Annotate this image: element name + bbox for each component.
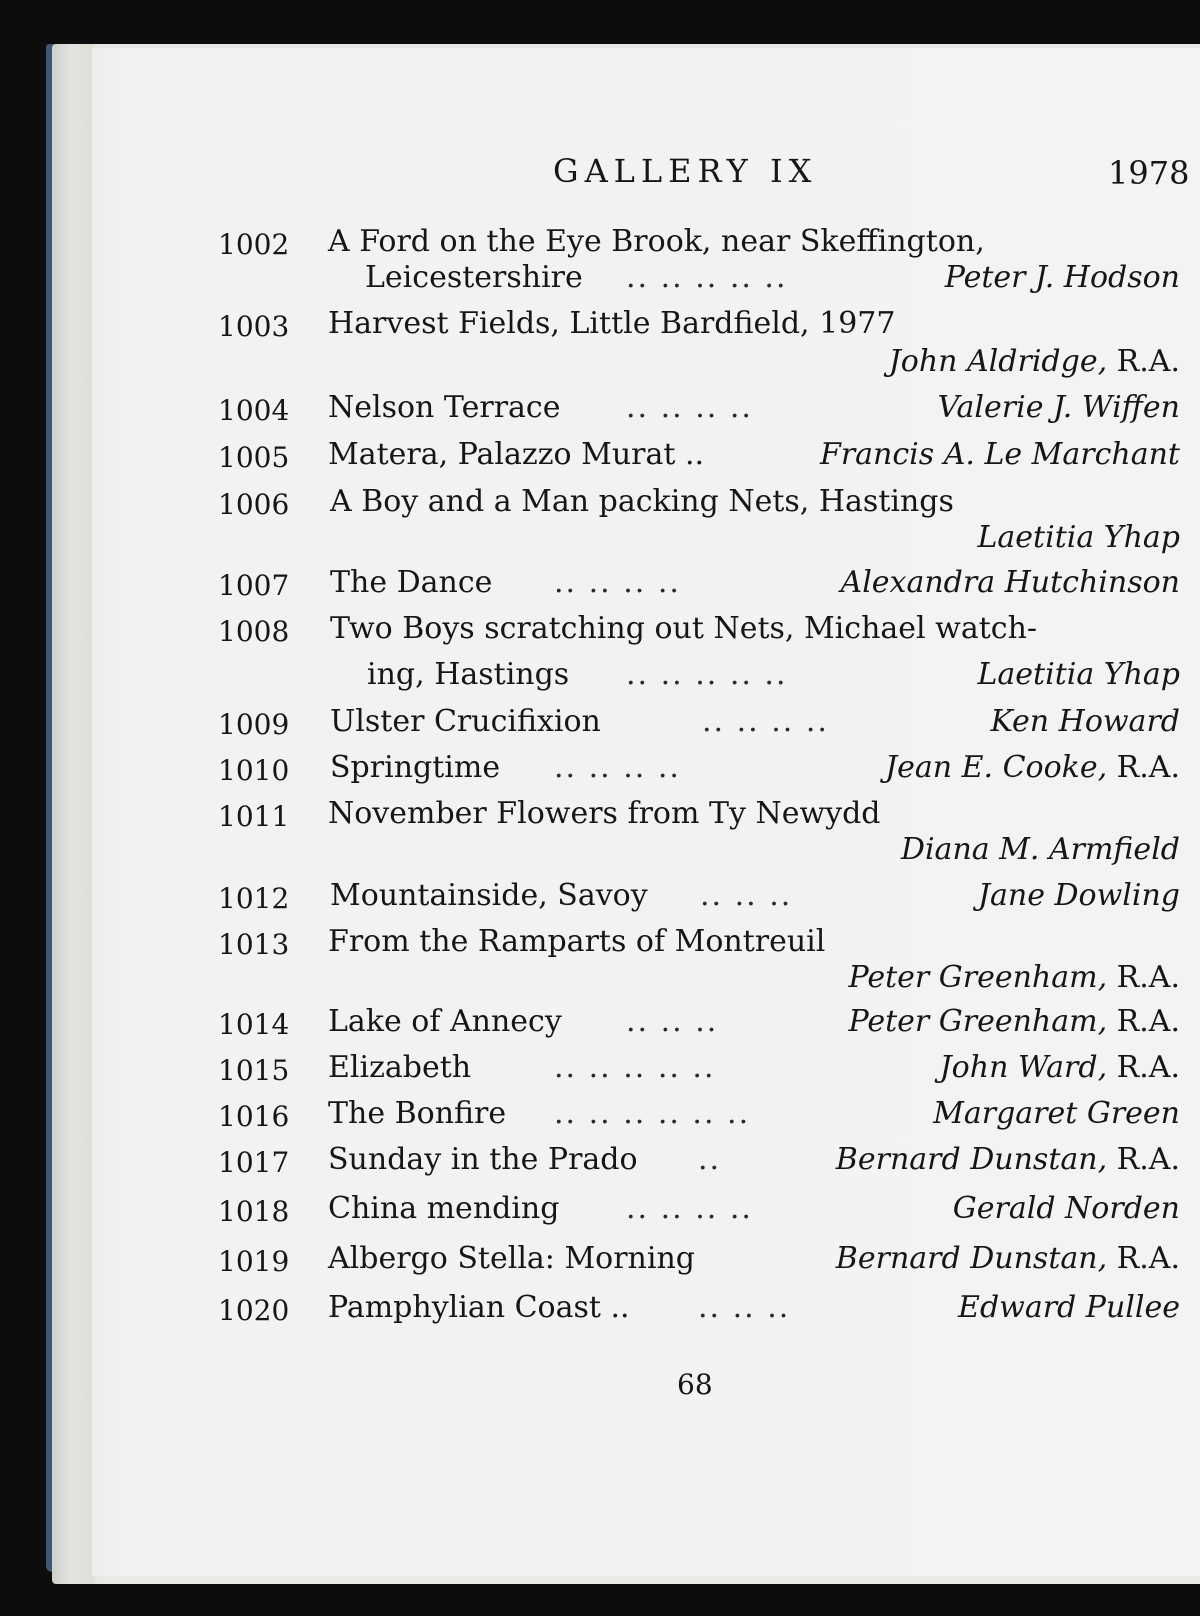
dot-leader: .. .. .. .. (554, 750, 681, 785)
entry-title: The Bonfire (328, 1096, 507, 1131)
artist-name: Gerald Norden (952, 1191, 1180, 1226)
entry-title-continued: Leicestershire (365, 260, 583, 295)
artist-name: Valerie J. Wiffen (937, 390, 1180, 425)
entry-number: 1014 (218, 1008, 290, 1041)
entry-number: 1004 (218, 394, 290, 427)
artist-name: Ken Howard (990, 704, 1180, 739)
entry-number: 1018 (218, 1195, 290, 1228)
artist-name: Peter Greenham, (848, 960, 1108, 995)
entry-number: 1010 (218, 754, 290, 787)
artist-name: Margaret Green (933, 1096, 1180, 1131)
catalogue-entry (0, 484, 1200, 555)
entry-number: 1005 (218, 441, 290, 474)
artist-name: Jean E. Cooke, (885, 750, 1108, 785)
artist-name: Alexandra Hutchinson (840, 565, 1180, 600)
artist-name: Jane Dowling (977, 878, 1180, 913)
entry-title: Harvest Fields, Little Bardfield, 1977 (328, 306, 896, 341)
entry-artist (841, 565, 1180, 600)
entry-number: 1019 (218, 1245, 290, 1278)
entry-number: 1013 (218, 928, 290, 961)
entry-title: The Dance (330, 565, 493, 600)
entry-title: A Boy and a Man packing Nets, Hastings (330, 484, 954, 519)
entry-number: 1017 (218, 1146, 290, 1179)
artist-name: Bernard Dunstan, (835, 1241, 1108, 1276)
entry-artist (820, 437, 1180, 472)
artist-suffix: R.A. (1116, 750, 1180, 785)
catalogue-entry (0, 924, 1200, 995)
entry-number: 1007 (218, 569, 290, 602)
entry-title: Mountainside, Savoy (330, 878, 648, 913)
entry-title: A Ford on the Eye Brook, near Skeffington, (328, 224, 985, 259)
dot-leader: .. .. .. (698, 1290, 791, 1325)
entry-artist (945, 260, 1180, 295)
artist-suffix: R.A. (1116, 344, 1180, 379)
artist-name: Diana M. Armfield (900, 832, 1180, 867)
entry-title: Matera, Palazzo Murat .. (328, 437, 705, 472)
entry-number: 1020 (218, 1294, 290, 1327)
artist-name: Bernard Dunstan, (835, 1142, 1108, 1177)
entry-title: Elizabeth (328, 1050, 472, 1085)
catalogue-entry (0, 1191, 1200, 1228)
entry-artist (958, 1290, 1180, 1325)
entry-title: Albergo Stella: Morning (328, 1241, 696, 1276)
entry-artist (978, 878, 1180, 913)
entry-title: Nelson Terrace (328, 390, 561, 425)
entry-title: From the Ramparts of Montreuil (328, 924, 826, 959)
entry-title: Two Boys scratching out Nets, Michael watch- (330, 611, 1038, 646)
entry-number: 1003 (218, 310, 290, 343)
dot-leader: .. .. .. .. (554, 565, 681, 600)
dot-leader: .. .. .. .. .. (626, 657, 788, 692)
artist-suffix: R.A. (1116, 960, 1180, 995)
entry-title: Pamphylian Coast .. (328, 1290, 630, 1325)
entry-title: China mending (328, 1191, 560, 1226)
artist-name: John Ward, (939, 1050, 1108, 1085)
entry-artist (901, 832, 1180, 867)
entry-number: 1016 (218, 1100, 290, 1133)
dot-leader: .. .. .. .. .. (626, 260, 788, 295)
entry-artist (885, 750, 1180, 785)
dot-leader: .. .. .. .. (702, 704, 829, 739)
entry-number: 1009 (218, 708, 290, 741)
catalogue-entry (0, 565, 1200, 602)
dot-leader: .. (698, 1142, 722, 1177)
entry-artist (978, 520, 1181, 555)
artist-suffix: R.A. (1116, 1004, 1180, 1039)
entry-title: November Flowers from Ty Newydd (328, 796, 881, 831)
catalogue-entry (0, 1050, 1200, 1087)
entry-artist (849, 960, 1180, 995)
catalogue-entry (0, 796, 1200, 867)
artist-name: Laetitia Yhap (977, 657, 1180, 692)
entry-artist (953, 1191, 1180, 1226)
entry-number: 1008 (218, 615, 290, 648)
entry-artist (940, 1050, 1180, 1085)
year-heading: 1978 (1108, 154, 1190, 192)
catalogue-entry (0, 1142, 1200, 1179)
entry-artist (836, 1241, 1180, 1276)
catalogue-entry (0, 750, 1200, 787)
catalogue-entry (0, 1096, 1200, 1133)
page-number: 68 (677, 1368, 713, 1401)
catalogue-entry (0, 390, 1200, 427)
entry-artist (889, 344, 1180, 379)
gallery-heading: GALLERY IX (553, 152, 818, 190)
catalogue-entry (0, 224, 1200, 295)
artist-name: Laetitia Yhap (977, 520, 1180, 555)
entry-number: 1015 (218, 1054, 290, 1087)
artist-name: Peter J. Hodson (944, 260, 1180, 295)
catalogue-entry (0, 1004, 1200, 1041)
entry-title: Springtime (330, 750, 501, 785)
catalogue-entry (0, 1241, 1200, 1278)
dot-leader: .. .. .. (700, 878, 793, 913)
entry-artist (978, 657, 1181, 692)
entry-number: 1012 (218, 882, 290, 915)
artist-suffix: R.A. (1116, 1142, 1180, 1177)
entry-artist (938, 390, 1180, 425)
entry-artist (849, 1004, 1180, 1039)
dot-leader: .. .. .. .. (626, 390, 753, 425)
entry-number: 1011 (218, 800, 290, 833)
catalogue-entry (0, 704, 1200, 741)
artist-name: John Aldridge, (888, 344, 1108, 379)
entry-number: 1002 (218, 228, 290, 261)
artist-name: Francis A. Le Marchant (820, 437, 1180, 472)
catalogue-entry (0, 306, 1200, 379)
catalogue-entry (0, 611, 1200, 692)
artist-suffix: R.A. (1116, 1050, 1180, 1085)
catalogue-entry (0, 878, 1200, 915)
artist-suffix: R.A. (1116, 1241, 1180, 1276)
entry-artist (990, 704, 1180, 739)
entry-title: Sunday in the Prado (328, 1142, 638, 1177)
catalogue-entry (0, 437, 1200, 474)
dot-leader: .. .. .. .. (626, 1191, 753, 1226)
dot-leader: .. .. .. .. .. .. (554, 1096, 751, 1131)
catalogue-entry (0, 1290, 1200, 1327)
entry-artist (836, 1142, 1180, 1177)
entry-number: 1006 (218, 488, 290, 521)
artist-name: Edward Pullee (958, 1290, 1180, 1325)
entry-title: Ulster Crucifixion (330, 704, 601, 739)
dot-leader: .. .. .. (626, 1004, 719, 1039)
artist-name: Peter Greenham, (848, 1004, 1108, 1039)
entry-title: Lake of Annecy (328, 1004, 562, 1039)
dot-leader: .. .. .. .. .. (554, 1050, 716, 1085)
entry-artist (933, 1096, 1180, 1131)
entry-title-continued: ing, Hastings (367, 657, 570, 692)
